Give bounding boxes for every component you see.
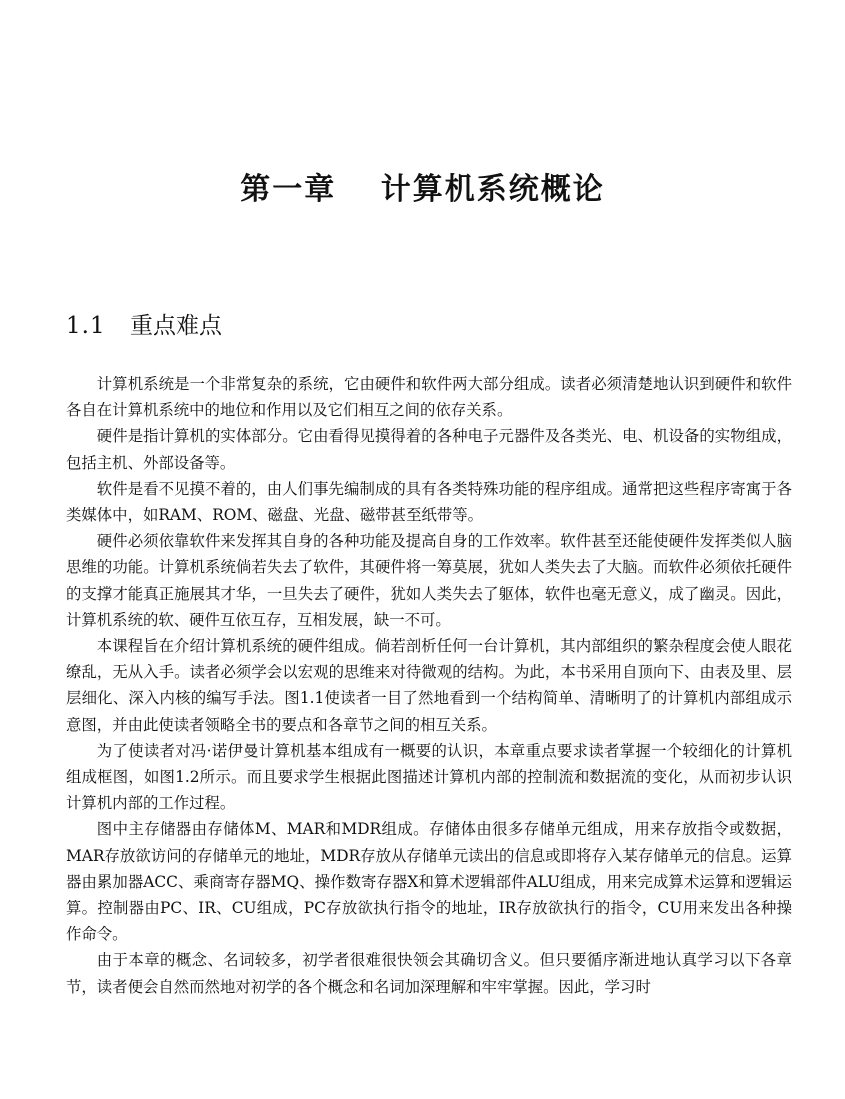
section-number: 1.1: [66, 313, 106, 339]
section-heading: [66, 310, 222, 342]
body-text: [66, 371, 792, 1000]
paragraph: 图中主存储器由存储体M、MAR和MDR组成。存储体由很多存储单元组成，用来存放指令或数据，MAR存放欲访问的存储单元的地址，MDR存放从存储单元读出的信息或即将存入某存储单元的信息。运算器由累加器ACC、乘商寄存器MQ、操作数寄存器X和算术逻辑部件ALU组成，用来完成算术运算和逻辑运算。控制器由PC、IR、CU组成，PC存放欲执行指令的地址，IR存放欲执行的指令，CU用来发出各种操作命令。: [66, 820, 792, 944]
paragraph: 为了使读者对冯·诺伊曼计算机基本组成有一概要的认识，本章重点要求读者掌握一个较细化的计算机组成框图，如图1.2所示。而且要求学生根据此图描述计算机内部的控制流和数据流的变化，从而初步认识计算机内部的工作过程。: [66, 741, 792, 813]
paragraph: 由于本章的概念、名词较多，初学者很难很快领会其确切含义。但只要循序渐进地认真学习以下各章节，读者便会自然而然地对初学的各个概念和名词加深理解和牢牢掌握。因此，学习时: [66, 951, 792, 996]
chapter-title: 第一章 计算机系统概论: [240, 172, 605, 207]
paragraph: 软件是看不见摸不着的，由人们事先编制成的具有各类特殊功能的程序组成。通常把这些程序寄寓于各类媒体中，如RAM、ROM、磁盘、光盘、磁带甚至纸带等。: [66, 479, 792, 525]
paragraph: 本课程旨在介绍计算机系统的硬件组成。倘若剖析任何一台计算机，其内部组织的繁杂程度会使人眼花缭乱，无从入手。读者必须学会以宏观的思维来对待微观的结构。为此，本书采用自顶向下、由表及里、层层细化、深入内核的编写手法。图1.1使读者一目了然地看到一个结构简单、清晰明了的计算机内部组成示意图，并由此使读者领略全书的要点和各章节之间的相互关系。: [66, 637, 792, 734]
paragraph: 计算机系统是一个非常复杂的系统，它由硬件和软件两大部分组成。读者必须清楚地认识到硬件和软件各自在计算机系统中的地位和作用以及它们相互之间的依存关系。: [66, 375, 792, 420]
paragraph: 硬件必须依靠软件来发挥其自身的各种功能及提高自身的工作效率。软件甚至还能使硬件发挥类似人脑思维的功能。计算机系统倘若失去了软件，其硬件将一筹莫展，犹如人类失去了大脑。而软件必须依托硬件的支撑才能真正施展其才华，一旦失去了硬件，犹如人类失去了躯体，软件也毫无意义，成了幽灵。因此，计算机系统的软、硬件互依互存，互相发展，缺一不可。: [66, 532, 792, 629]
section-title: 重点难点: [130, 313, 222, 339]
paragraph: 硬件是指计算机的实体部分。它由看得见摸得着的各种电子元器件及各类光、电、机设备的实物组成，包括主机、外部设备等。: [66, 427, 792, 472]
